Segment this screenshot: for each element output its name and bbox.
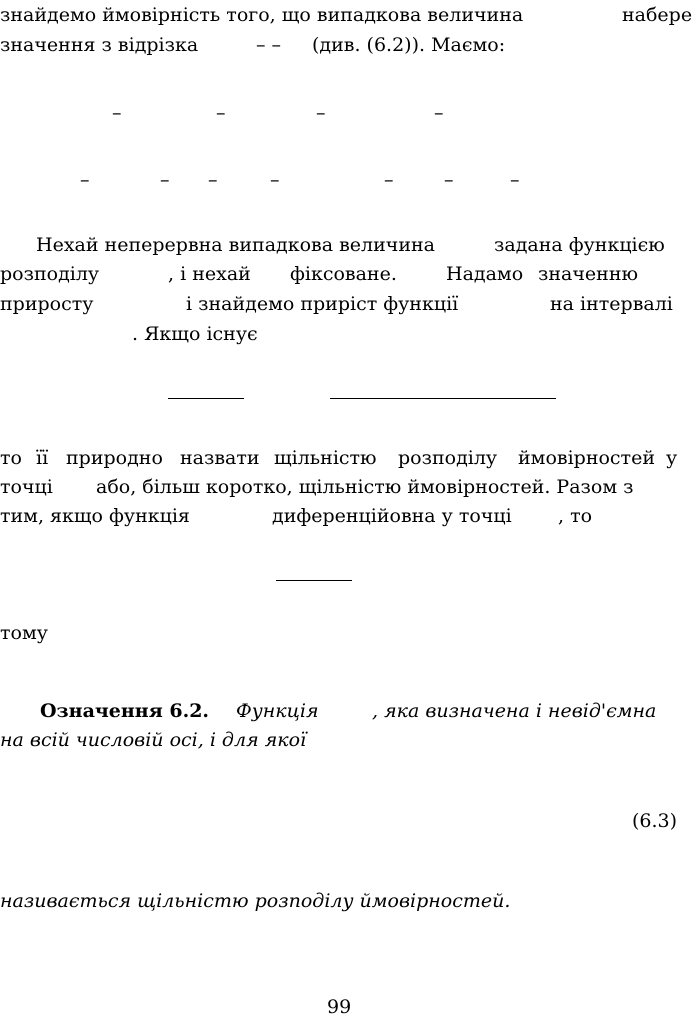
text-fragment: Нехай неперервна випадкова величина xyxy=(36,234,435,256)
text-fragment: фіксоване. xyxy=(290,263,397,285)
minus-sign: – xyxy=(444,169,454,191)
fraction-bar xyxy=(168,398,244,399)
text-fragment: значенню xyxy=(538,263,639,285)
minus-sign: – xyxy=(510,169,520,191)
equation-number: (6.3) xyxy=(632,810,678,832)
text-fragment: у xyxy=(666,447,678,469)
text-fragment: Функція xyxy=(236,700,319,722)
minus-sign: – xyxy=(112,102,122,124)
formula-line xyxy=(0,165,680,195)
definition-line xyxy=(0,725,680,755)
text-fragment: , і нехай xyxy=(168,263,251,285)
text-line xyxy=(0,289,680,319)
text-fragment: , то xyxy=(558,505,593,527)
text-fragment: задана функцією xyxy=(494,234,665,256)
definition-line xyxy=(0,696,680,726)
text-fragment: ймовірностей xyxy=(518,447,655,469)
text-line xyxy=(0,443,680,473)
text-fragment: значення з відрізка xyxy=(0,34,199,56)
minus-sign: – xyxy=(208,169,218,191)
minus-sign: – xyxy=(316,102,326,124)
text-fragment: – – xyxy=(256,34,282,56)
minus-sign: – xyxy=(80,169,90,191)
text-fragment: диференційовна у точці xyxy=(272,505,512,527)
text-line xyxy=(0,259,680,289)
text-fragment: тому xyxy=(0,622,48,644)
text-fragment: знайдемо ймовірність того, що випадкова величина xyxy=(0,4,524,26)
equation-number-line xyxy=(0,806,680,836)
minus-sign: – xyxy=(384,169,394,191)
text-fragment: щільністю xyxy=(274,447,377,469)
page-number: 99 xyxy=(327,996,352,1018)
text-fragment: на всій числовій осі, і для якої xyxy=(0,729,307,751)
text-fragment: її xyxy=(36,447,49,469)
text-line xyxy=(0,0,692,30)
text-fragment: називається щільністю розподілу ймовірностей. xyxy=(0,890,511,912)
text-line xyxy=(0,319,680,349)
text-fragment: назвати xyxy=(180,447,260,469)
minus-sign: – xyxy=(216,102,226,124)
text-fragment: на інтервалі xyxy=(550,293,673,315)
text-fragment: набере xyxy=(622,4,692,26)
text-fragment: природно xyxy=(66,447,163,469)
text-fragment: точці xyxy=(0,476,53,498)
text-fragment: , яка визначена і невід'ємна xyxy=(372,700,657,722)
text-line xyxy=(0,501,680,531)
text-line xyxy=(0,30,680,60)
definition-line xyxy=(0,886,680,916)
text-fragment: і знайдемо приріст функції xyxy=(186,293,459,315)
definition-heading: Означення 6.2. xyxy=(40,700,210,722)
text-fragment: . Якщо існує xyxy=(132,323,258,345)
minus-sign: – xyxy=(434,102,444,124)
minus-sign: – xyxy=(160,169,170,191)
text-fragment: то xyxy=(0,447,22,469)
minus-sign: – xyxy=(270,169,280,191)
fraction-bar xyxy=(330,398,556,399)
text-fragment: приросту xyxy=(0,293,94,315)
text-line xyxy=(0,472,680,502)
page-number-line xyxy=(0,992,680,1022)
text-fragment: або, більш коротко, щільністю ймовірностей. Разом з xyxy=(96,476,634,498)
text-fragment: розподілу xyxy=(0,263,100,285)
text-fragment: розподілу xyxy=(398,447,498,469)
text-line xyxy=(0,230,680,260)
formula-line xyxy=(0,98,680,128)
text-fragment: тим, якщо функція xyxy=(0,505,190,527)
text-fragment: (див. (6.2)). Маємо: xyxy=(312,34,506,56)
fraction-bar xyxy=(276,580,352,581)
text-line xyxy=(0,618,680,648)
text-fragment: Надамо xyxy=(446,263,524,285)
